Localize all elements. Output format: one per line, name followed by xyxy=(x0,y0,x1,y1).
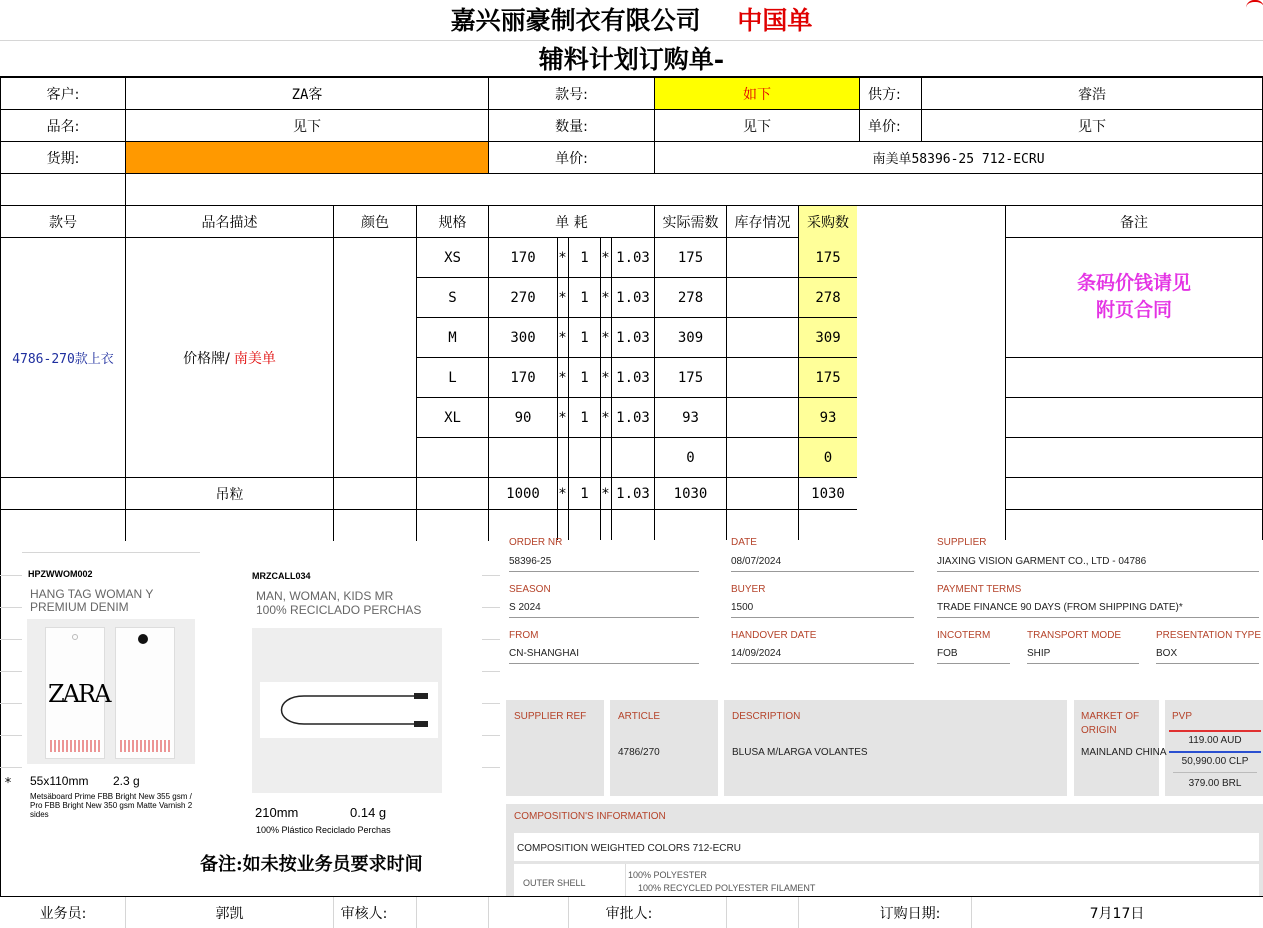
row-0-need: 175 xyxy=(677,249,704,266)
tag2-name-1: MAN, WOMAN, KIDS MR xyxy=(256,589,394,603)
th-consumption: 单 耗 xyxy=(555,214,588,231)
row-5-star-1 xyxy=(557,438,568,477)
footer-sales-label: 业务员: xyxy=(39,905,87,922)
company-name: 嘉兴丽豪制衣有限公司 xyxy=(450,6,701,35)
po-composition-weighted: COMPOSITION WEIGHTED COLORS 712-ECRU xyxy=(517,843,741,854)
tag1-image xyxy=(27,619,195,764)
price2-label: 单价: xyxy=(555,150,588,167)
remark-line-2: 附页合同 xyxy=(1095,299,1172,321)
purchase-order-panel xyxy=(500,537,1263,896)
row-2-need: 309 xyxy=(677,329,704,346)
row-0-buy: 175 xyxy=(815,249,841,266)
row-5-qty xyxy=(489,438,557,477)
po-pvp-clp: 50,990.00 CLP xyxy=(1181,756,1249,767)
qty-label: 数量: xyxy=(555,118,588,135)
po-buyer: 1500 xyxy=(731,602,754,613)
row-2-size: M xyxy=(448,329,457,346)
tag1-size: 55x110mm xyxy=(30,774,89,788)
po-transport: SHIP xyxy=(1027,648,1051,659)
hang-buy: 1030 xyxy=(811,485,845,502)
desc-red: 南美单 xyxy=(233,350,276,367)
po-article-label: ARTICLE xyxy=(618,711,661,722)
row-3-m2: 1.03 xyxy=(616,369,650,386)
row-4-buy: 93 xyxy=(819,409,837,426)
row-5-need: 0 xyxy=(686,449,695,466)
row-3-m1: 1 xyxy=(580,369,589,386)
style-value: 如下 xyxy=(655,78,859,109)
po-payment-label: PAYMENT TERMS xyxy=(937,584,1022,595)
po-from-label: FROM xyxy=(509,630,539,641)
row-3-qty: 170 xyxy=(510,369,536,386)
th-purchase: 采购数 xyxy=(807,214,849,231)
po-from: CN-SHANGHAI xyxy=(509,648,580,659)
row-0-star-2: * xyxy=(601,249,610,266)
row-3-need: 175 xyxy=(677,369,704,386)
po-outer-shell-2: 100% RECYCLED POLYESTER FILAMENT xyxy=(638,883,816,893)
tag1-name-1: HANG TAG WOMAN Y xyxy=(30,587,154,601)
po-supplier-ref-label: SUPPLIER REF xyxy=(514,711,587,722)
desc-prefix: 价格牌/ xyxy=(183,350,230,367)
row-1-size: S xyxy=(448,289,457,306)
row-0-m2: 1.03 xyxy=(616,249,650,266)
po-article: 4786/270 xyxy=(618,747,660,758)
footer-order-date-value: 7月17日 xyxy=(1089,905,1145,922)
tag2-material: 100% Plástico Reciclado Perchas xyxy=(256,825,391,835)
th-remark: 备注 xyxy=(1120,214,1148,231)
hang-qty: 1000 xyxy=(506,485,540,502)
remark-line-1: 条码价钱请见 xyxy=(1076,272,1191,294)
row-4-m1: 1 xyxy=(580,409,589,426)
unit-price-value: 见下 xyxy=(1078,118,1106,135)
customer-label: 客户: xyxy=(46,86,80,103)
style-number: 4786-270款上衣 xyxy=(12,352,114,367)
row-1-star-1: * xyxy=(558,289,567,306)
po-market: MAINLAND CHINA xyxy=(1081,747,1167,758)
footer-approver-label: 审批人: xyxy=(605,905,653,922)
tag2-size: 210mm xyxy=(255,805,299,820)
po-payment: TRADE FINANCE 90 DAYS (FROM SHIPPING DATE)* xyxy=(937,602,1183,613)
footer-reviewer-label: 审核人: xyxy=(340,905,388,922)
tag1-name-2: PREMIUM DENIM xyxy=(30,600,129,614)
hang-m1: 1 xyxy=(580,485,589,502)
row-2-m2: 1.03 xyxy=(616,329,650,346)
row-4-qty: 90 xyxy=(514,409,532,426)
row-5-size xyxy=(417,438,488,477)
company-title xyxy=(0,2,1263,40)
row-3-size: L xyxy=(448,369,457,386)
po-buyer-label: BUYER xyxy=(731,584,766,595)
po-outer-shell-1: 100% POLYESTER xyxy=(628,870,707,880)
tag2-weight: 0.14 g xyxy=(350,805,387,820)
loop-icon xyxy=(264,686,434,734)
hang-need: 1030 xyxy=(673,485,708,502)
row-1-buy: 278 xyxy=(815,289,841,306)
po-season: S 2024 xyxy=(509,602,541,613)
po-presentation-label: PRESENTATION TYPE xyxy=(1156,630,1262,641)
row-2-star-2: * xyxy=(601,329,610,346)
row-3-star-2: * xyxy=(601,369,610,386)
row-5-buy: 0 xyxy=(823,449,833,466)
po-handover-label: HANDOVER DATE xyxy=(731,630,817,641)
row-0-m1: 1 xyxy=(580,249,589,266)
row-2-qty: 300 xyxy=(510,329,536,346)
footer-sales-value: 郭凯 xyxy=(215,905,244,922)
po-handover: 14/09/2024 xyxy=(731,648,782,659)
price2-value: 南美单58396-25 712-ECRU xyxy=(872,152,1045,167)
row-2-buy: 309 xyxy=(815,329,841,346)
row-0-qty: 170 xyxy=(510,249,536,266)
row-4-need: 93 xyxy=(682,409,699,426)
tag2-code: MRZCALL034 xyxy=(252,571,311,581)
po-presentation: BOX xyxy=(1156,648,1178,659)
hang-star-1: * xyxy=(558,485,567,502)
row-1-m1: 1 xyxy=(580,289,589,306)
tag2-image xyxy=(252,628,442,793)
po-supplier-label: SUPPLIER xyxy=(937,537,987,548)
hang-desc: 吊粒 xyxy=(215,486,244,503)
th-description: 品名描述 xyxy=(201,214,258,231)
th-size: 规格 xyxy=(438,214,467,231)
product-label: 品名: xyxy=(46,118,80,135)
hang-star-2: * xyxy=(601,485,610,502)
customer-value: ZA客 xyxy=(291,86,323,103)
row-4-m2: 1.03 xyxy=(616,409,650,426)
tag1-material: Metsäboard Prime FBB Bright New 355 gsm / Pro FBB Bright New 350 gsm Matte Varnish 2 sides xyxy=(30,792,193,819)
supplier-label: 供方: xyxy=(868,86,901,103)
tag2-name-2: 100% RECICLADO PERCHAS xyxy=(256,603,422,617)
left-star: * xyxy=(4,775,12,791)
hang-tag-card xyxy=(22,552,200,842)
row-5-star-2 xyxy=(600,438,611,477)
po-pvp-label: PVP xyxy=(1172,711,1193,722)
hanger-loop-card xyxy=(200,560,482,840)
style-label: 款号: xyxy=(555,86,588,103)
po-market-label-1: MARKET OF xyxy=(1081,711,1140,722)
row-4-star-2: * xyxy=(601,409,610,426)
po-season-label: SEASON xyxy=(509,584,551,595)
po-pvp-brl: 379.00 BRL xyxy=(1188,778,1242,789)
th-stock: 库存情况 xyxy=(734,214,791,231)
po-pvp-aud: 119.00 AUD xyxy=(1188,735,1242,746)
product-value: 见下 xyxy=(293,118,321,135)
row-2-star-1: * xyxy=(558,329,567,346)
item-description xyxy=(126,238,333,477)
row-1-star-2: * xyxy=(601,289,610,306)
row-1-qty: 270 xyxy=(510,289,536,306)
row-5-m1 xyxy=(569,438,600,477)
qty-value: 见下 xyxy=(743,118,771,135)
row-4-star-1: * xyxy=(558,409,567,426)
remark-text xyxy=(1006,270,1262,330)
th-style: 款号 xyxy=(49,214,77,231)
po-outer-shell-label: OUTER SHELL xyxy=(523,878,586,888)
delivery-label: 货期: xyxy=(46,150,80,167)
zara-logo: ZARA xyxy=(48,680,110,708)
po-description-label: DESCRIPTION xyxy=(732,711,801,722)
row-3-star-1: * xyxy=(558,369,567,386)
delivery-value[interactable] xyxy=(126,142,488,173)
po-description: BLUSA M/LARGA VOLANTES xyxy=(732,747,868,758)
row-0-size: XS xyxy=(444,249,461,266)
row-2-m1: 1 xyxy=(580,329,589,346)
po-order-nr: 58396-25 xyxy=(509,556,552,567)
po-transport-label: TRANSPORT MODE xyxy=(1027,630,1122,641)
order-type: 中国单 xyxy=(737,6,813,35)
po-incoterm: FOB xyxy=(937,648,958,659)
footer-order-date-label: 订购日期: xyxy=(879,905,941,922)
po-composition-label: COMPOSITION'S INFORMATION xyxy=(514,811,666,822)
row-0-star-1: * xyxy=(558,249,567,266)
row-1-m2: 1.03 xyxy=(616,289,650,306)
document-title: 辅料计划订购单- xyxy=(538,45,725,74)
hang-m2: 1.03 xyxy=(616,485,650,502)
po-incoterm-label: INCOTERM xyxy=(937,630,991,641)
po-date: 08/07/2024 xyxy=(731,556,782,567)
row-5-m2 xyxy=(612,438,654,477)
row-4-size: XL xyxy=(444,409,461,426)
bottom-note: 备注:如未按业务员要求时间 xyxy=(200,854,423,875)
row-1-need: 278 xyxy=(677,289,704,306)
tag1-code: HPZWWOM002 xyxy=(28,569,93,579)
po-date-label: DATE xyxy=(731,537,757,548)
row-3-buy: 175 xyxy=(815,369,841,386)
tag1-weight: 2.3 g xyxy=(113,774,140,788)
th-color: 颜色 xyxy=(361,214,389,231)
po-order-nr-label: ORDER NR xyxy=(509,537,563,548)
th-actual-need: 实际需数 xyxy=(662,214,719,231)
unit-price-label: 单价: xyxy=(868,118,901,135)
supplier-value: 睿浩 xyxy=(1078,86,1106,103)
po-market-label-2: ORIGIN xyxy=(1081,725,1117,736)
po-supplier: JIAXING VISION GARMENT CO., LTD - 04786 xyxy=(937,556,1147,567)
